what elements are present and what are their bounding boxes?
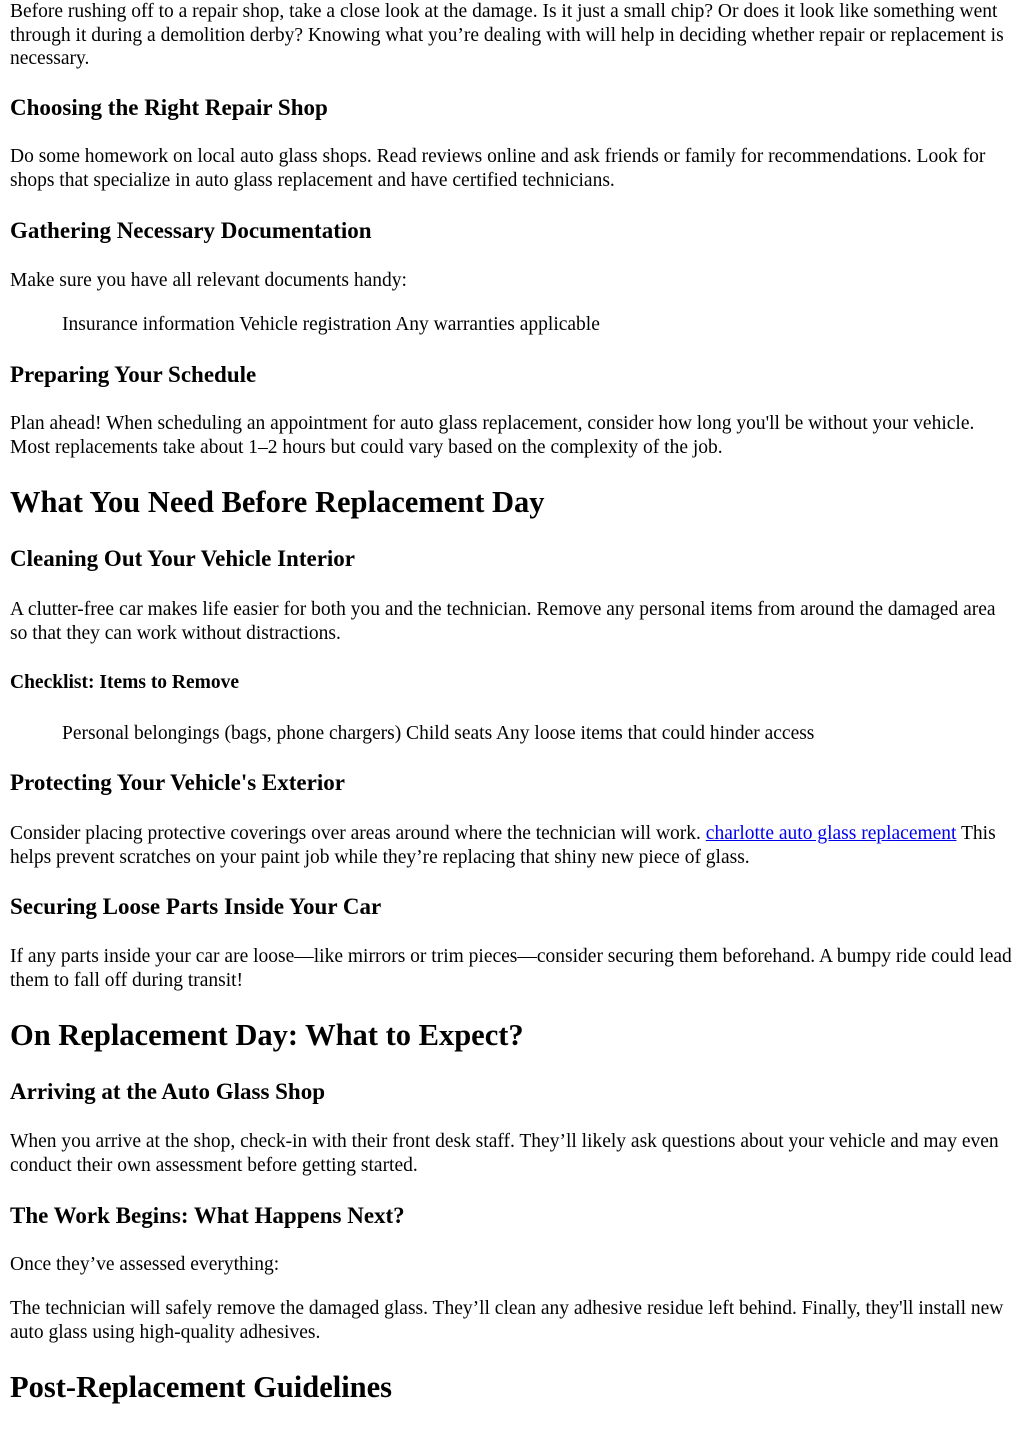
heading-documentation: Gathering Necessary Documentation (10, 218, 372, 243)
heading-loose-parts: Securing Loose Parts Inside Your Car (10, 894, 382, 919)
list-documentation: Insurance information Vehicle registration Any warranties applicable (62, 314, 600, 335)
heading-cleaning: Cleaning Out Your Vehicle Interior (10, 546, 356, 571)
paragraph-loose-parts: If any parts inside your car are loose—like mirrors or trim pieces—consider securing them beforehand. A bumpy ride could lead them to fall off during transit! (10, 946, 1012, 991)
heading-post-replacement: Post-Replacement Guidelines (10, 1370, 393, 1404)
heading-exterior: Protecting Your Vehicle's Exterior (10, 770, 345, 795)
heading-schedule: Preparing Your Schedule (10, 362, 257, 387)
heading-checklist: Checklist: Items to Remove (10, 672, 240, 693)
heading-repair-shop: Choosing the Right Repair Shop (10, 95, 328, 120)
paragraph-documentation: Make sure you have all relevant documents handy: (10, 270, 407, 291)
list-checklist: Personal belongings (bags, phone chargers) Child seats Any loose items that could hinder access (62, 723, 815, 744)
paragraph-work-begins: Once they’ve assessed everything: (10, 1254, 280, 1275)
heading-work-begins: The Work Begins: What Happens Next? (10, 1203, 405, 1228)
paragraph-repair-shop: Do some homework on local auto glass shops. Read reviews online and ask friends or family for recommendations. Look for shops that specialize in auto glass replacement and have certified technicians. (10, 146, 986, 191)
paragraph-exterior-text-after: This helps prevent scratches on your paint job while they’re replacing that shiny new piece of glass. (10, 823, 996, 868)
charlotte-auto-glass-link[interactable]: charlotte auto glass replacement (705, 823, 957, 844)
intro-paragraph: Before rushing off to a repair shop, take a close look at the damage. Is it just a small chip? Or does it look like something went through it during a demolition derby? Knowing what you’re dealing with will help in deciding whether repair or replacement is necessary. (10, 1, 1004, 69)
paragraph-schedule: Plan ahead! When scheduling an appointment for auto glass replacement, consider how long you'll be without your vehicle. Most replacements take about 1–2 hours but could vary based on the complexity of the job. (10, 413, 975, 458)
paragraph-arriving: When you arrive at the shop, check-in with their front desk staff. They’ll likely ask questions about your vehicle and may even conduct their own assessment before getting started. (10, 1131, 999, 1176)
paragraph-exterior (10, 822, 1014, 869)
paragraph-cleaning: A clutter-free car makes life easier for both you and the technician. Remove any personal items from around the damaged area so that they can work without distractions. (10, 599, 996, 644)
paragraph-steps: The technician will safely remove the damaged glass. They’ll clean any adhesive residue left behind. Finally, they'll install new auto glass using high-quality adhesives. (10, 1298, 1004, 1343)
heading-before-replacement-day: What You Need Before Replacement Day (10, 485, 545, 519)
paragraph-exterior-text-before: Consider placing protective coverings over areas around where the technician will work. (10, 823, 706, 844)
heading-arriving: Arriving at the Auto Glass Shop (10, 1079, 326, 1104)
heading-replacement-day: On Replacement Day: What to Expect? (10, 1018, 524, 1052)
